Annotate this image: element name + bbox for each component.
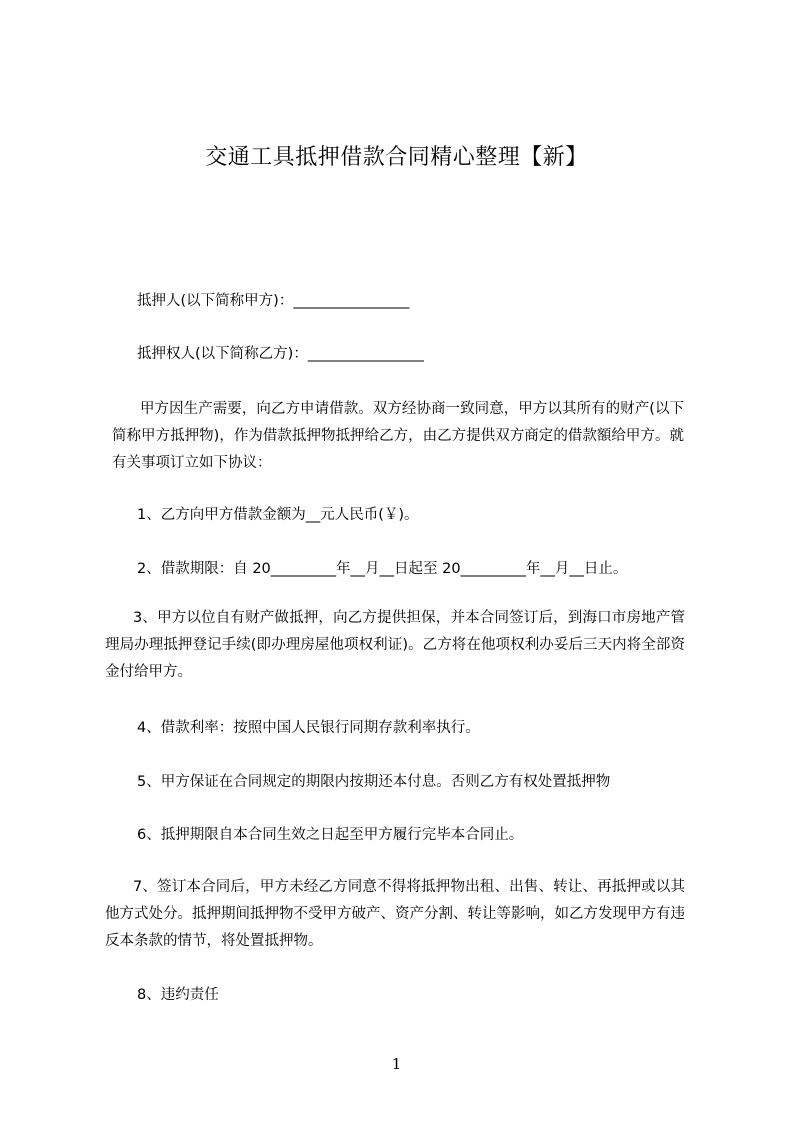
clause-6: 6、抵押期限自本合同生效之日起至甲方履行完毕本合同止。 bbox=[137, 827, 524, 843]
party-b-line: 抵押权人(以下简称乙方)：________________ bbox=[137, 346, 424, 362]
clause-5: 5、甲方保证在合同规定的期限内按期还本付息。否则乙方有权处置抵押物 bbox=[137, 774, 611, 790]
clause-3: 3、甲方以位自有财产做抵押，向乙方提供担保，并本合同签订后，到海口市房地产管理局办理抵押登记手续(即办理房屋他项权利证)。乙方将在他项权利办妥后三天内将全部资金付给甲方。 bbox=[105, 610, 685, 680]
party-a-line: 抵押人(以下简称甲方)：________________ bbox=[137, 293, 410, 309]
page-number: 1 bbox=[391, 1055, 402, 1073]
clause-1: 1、乙方向甲方借款金额为__元人民币(￥)。 bbox=[137, 507, 419, 523]
clause-2: 2、借款期限：自 20_________年__月__日起至 20_________年__月__日止。 bbox=[137, 561, 628, 577]
clause-4: 4、借款利率：按照中国人民银行同期存款利率执行。 bbox=[137, 720, 480, 736]
intro-paragraph: 甲方因生产需要，向乙方申请借款。双方经协商一致同意，甲方以其所有的财产(以下简称甲方抵押物)，作为借款抵押物抵押给乙方，由乙方提供双方商定的借款額给甲方。就有关事项订立如下协议： bbox=[112, 401, 684, 471]
clause-7: 7、签订本合同后，甲方未经乙方同意不得将抵押物出租、出售、转让、再抵押或以其他方式处分。抵押期间抵押物不受甲方破产、资产分割、转让等影响，如乙方发现甲方有违反本条款的情节，将处置抵押物。 bbox=[105, 879, 685, 949]
clause-8-heading: 8、违约责任 bbox=[137, 987, 219, 1003]
document-title: 交通工具抵押借款合同精心整理【新】 bbox=[205, 145, 588, 170]
